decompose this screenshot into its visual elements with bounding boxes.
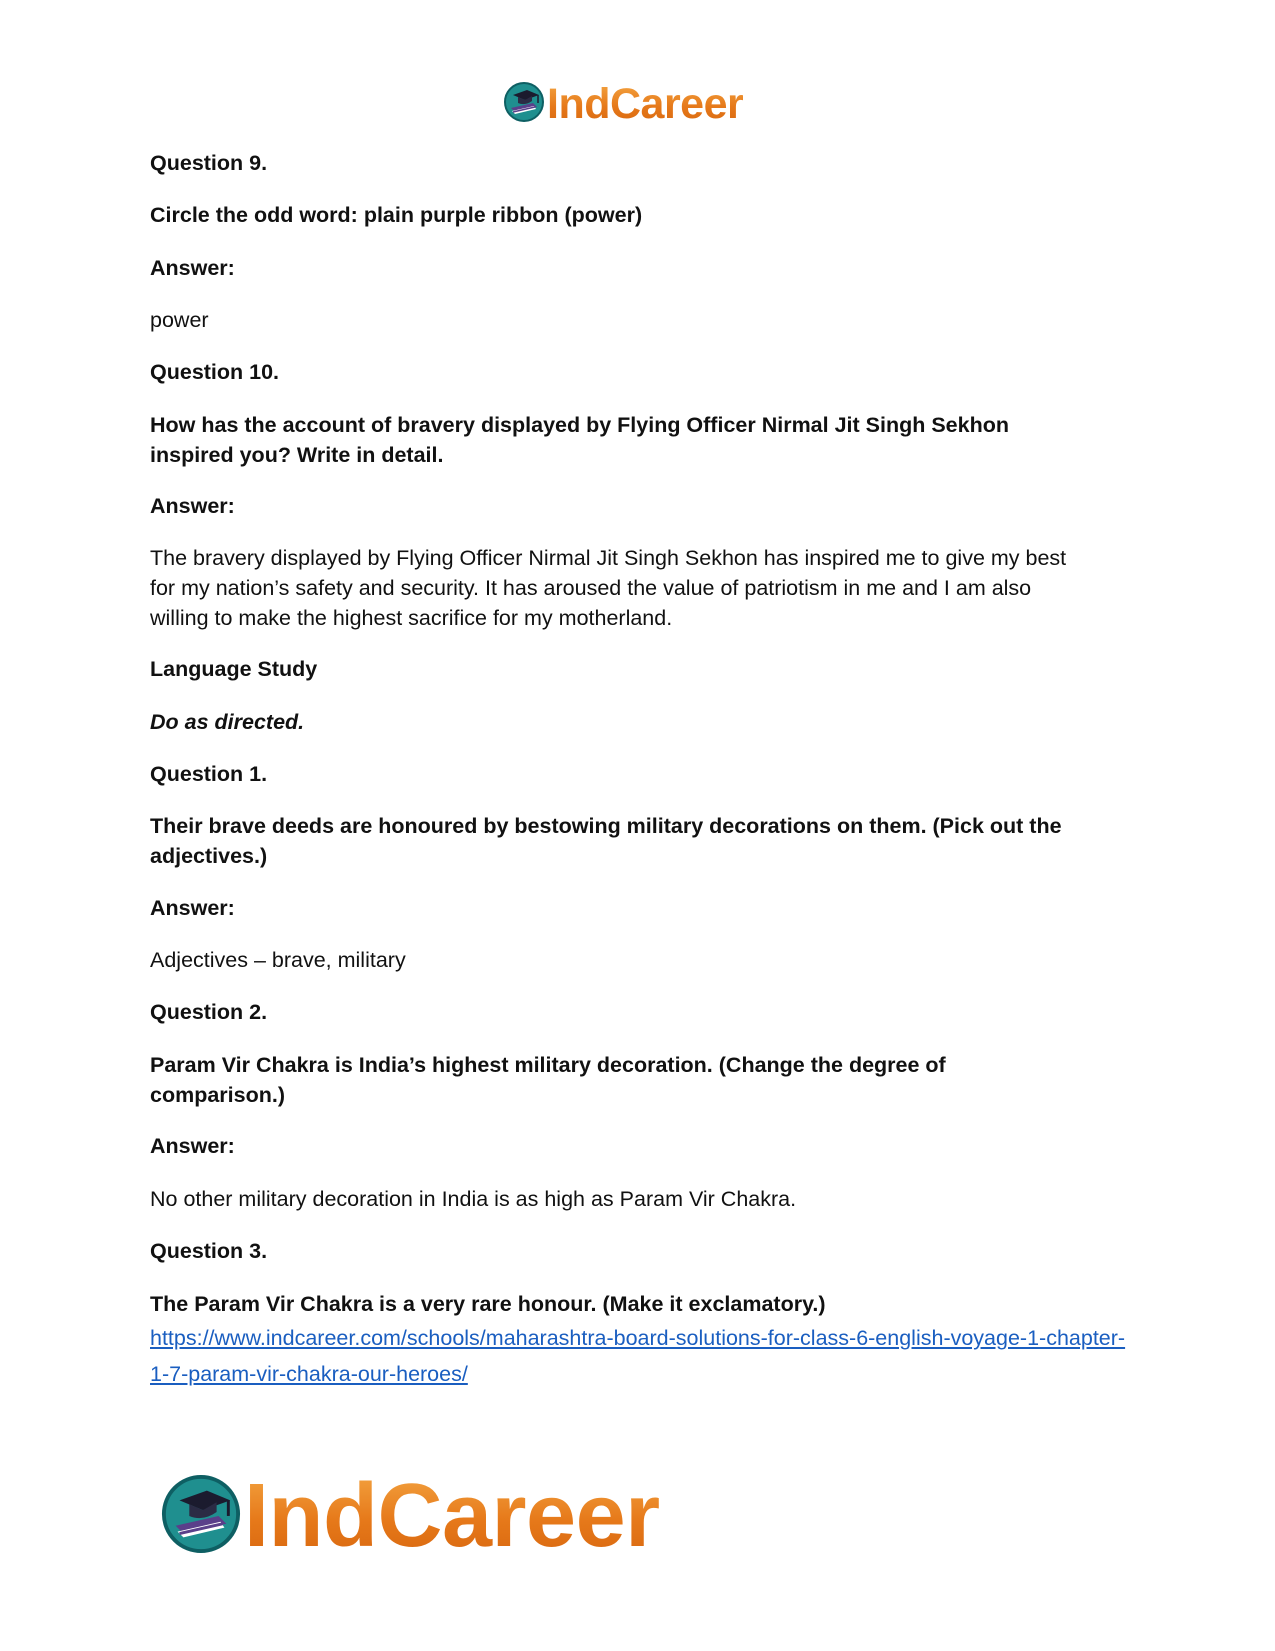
ls-question-3-title: Question 3. (150, 1239, 268, 1263)
graduation-book-icon (160, 1473, 242, 1560)
source-url-link[interactable]: https://www.indcareer.com/schools/maharashtra-board-solutions-for-class-6-english-voyage-1-chapter-1-7-param-vir-chakra-our-heroes/ (150, 1326, 1126, 1386)
header-logo (503, 80, 743, 128)
ls-question-1-answer: Adjectives – brave, military (150, 948, 406, 972)
section-instruction: Do as directed. (150, 710, 305, 734)
ls-question-2-title: Question 2. (150, 1000, 268, 1024)
question-9-prompt: Circle the odd word: plain purple ribbon (power) (150, 203, 643, 227)
brand-wordmark: IndCareer (547, 79, 744, 128)
ls-question-1-answer-label: Answer: (150, 896, 235, 920)
ls-question-3-prompt: The Param Vir Chakra is a very rare honour. (Make it exclamatory.) (150, 1292, 826, 1316)
question-10-title: Question 10. (150, 360, 280, 384)
question-10-answer: The bravery displayed by Flying Officer Nirmal Jit Singh Sekhon has inspired me to give my best for my nation’s safety and security. It has aroused the value of patriotism in me and I am also willing to make the highest sacrifice for my motherland. (150, 546, 1067, 630)
question-10-prompt: How has the account of bravery displayed by Flying Officer Nirmal Jit Singh Sekhon inspired you? Write in detail. (150, 413, 1009, 467)
graduation-book-icon (503, 81, 545, 128)
question-9-answer-label: Answer: (150, 256, 235, 280)
ls-question-1-prompt: Their brave deeds are honoured by bestowing military decorations on them. (Pick out the adjectives.) (150, 814, 1062, 868)
question-9-title: Question 9. (150, 151, 268, 175)
question-10-answer-label: Answer: (150, 494, 235, 518)
ls-question-2-answer: No other military decoration in India is as high as Param Vir Chakra. (150, 1187, 797, 1211)
brand-wordmark: IndCareer (244, 1466, 660, 1566)
ls-question-2-answer-label: Answer: (150, 1134, 235, 1158)
ls-question-1-title: Question 1. (150, 762, 268, 786)
footer-logo (160, 1468, 660, 1564)
section-title: Language Study (150, 657, 318, 681)
ls-question-2-prompt: Param Vir Chakra is India’s highest military decoration. (Change the degree of comparison.) (150, 1053, 946, 1107)
question-9-answer: power (150, 308, 209, 332)
